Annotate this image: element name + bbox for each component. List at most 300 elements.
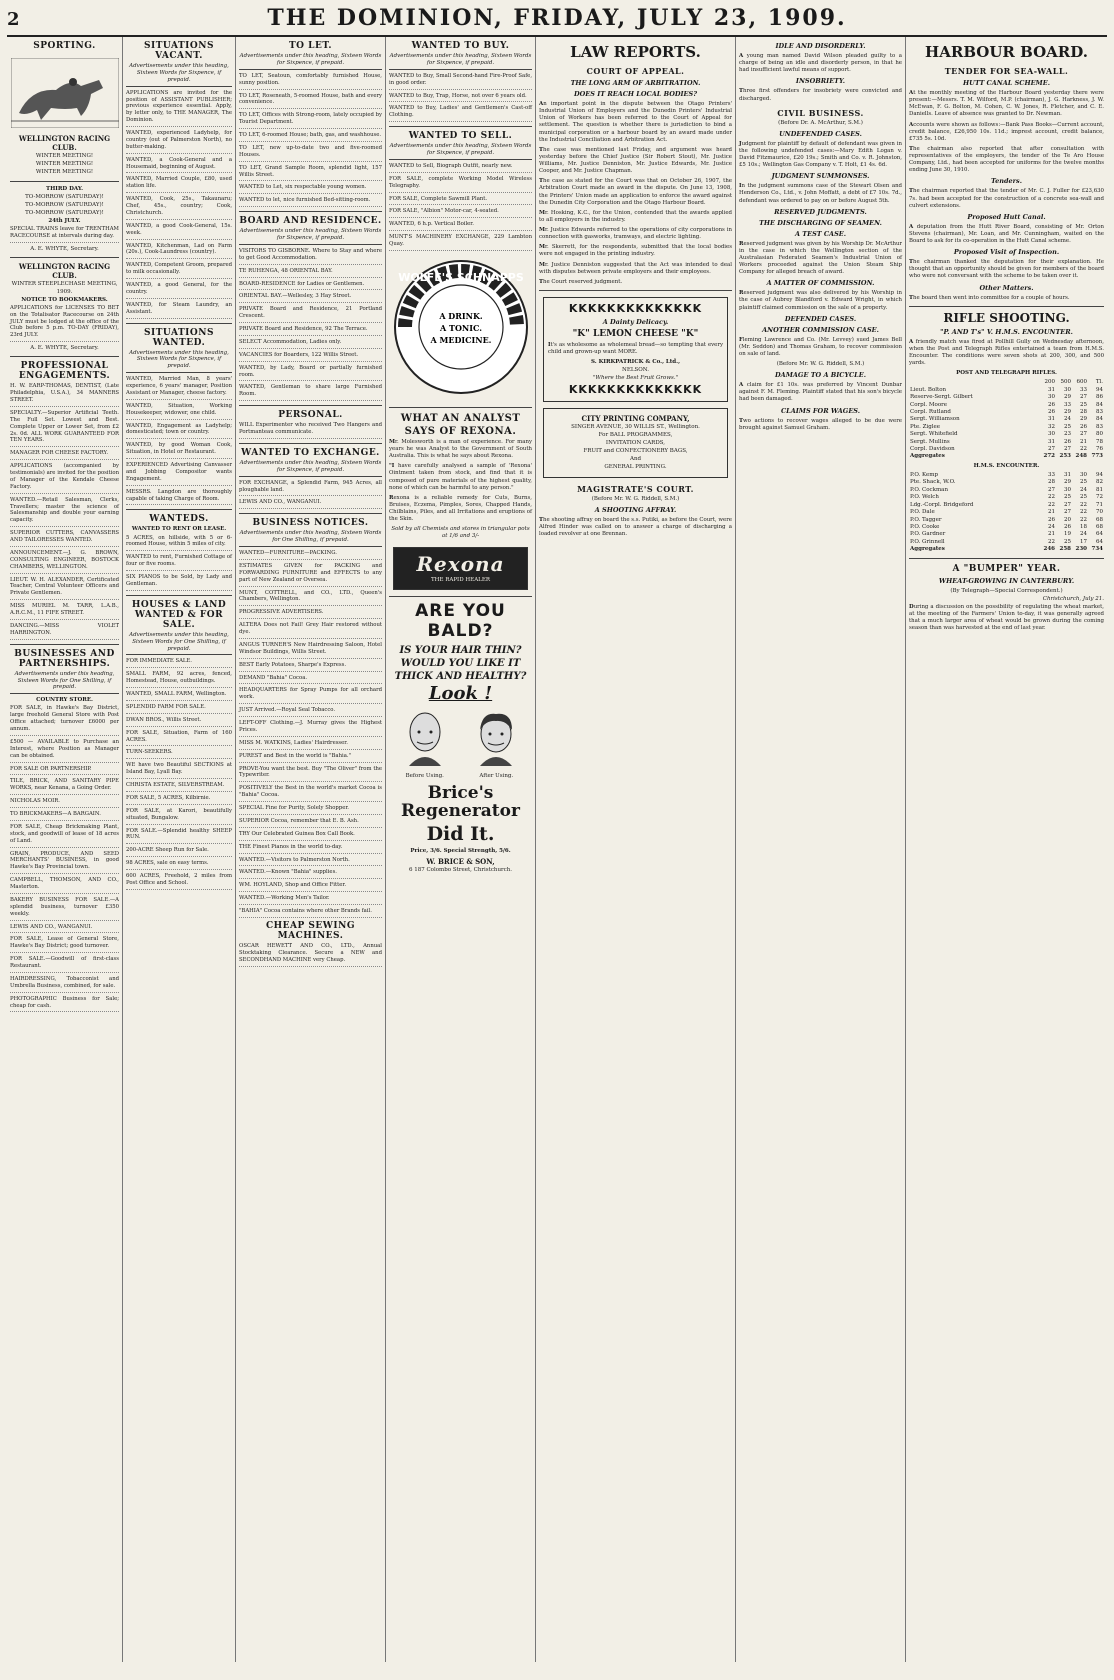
classified-ad: WANTED to Buy, Ladies' and Gentlemen's Cast-off Clothing. xyxy=(389,105,532,122)
brice-price: Price, 3/6. Special Strength, 5/6. xyxy=(410,848,511,855)
score: 76 xyxy=(1096,446,1103,453)
column-to-let xyxy=(236,37,386,1662)
classified-ad: DEMAND "Bahia" Cocoa. xyxy=(239,675,382,685)
schnapps-advert xyxy=(389,257,532,401)
article-paragraph: An important point in the dispute between the Otago Printers' Industrial Union of Employers and the Dunedin Printers' Industrial Union of Workers has been referred to the Court of Appeal for settlement. The question is whether there is jurisdiction to bind a municipal corporation or a harbour board by an award made under the Industrial Conciliation and Arbitration Act. xyxy=(539,101,732,143)
section-rate: Advertisements under this heading, Sixteen Words for Sixpence, if prepaid. xyxy=(239,460,382,477)
column-harbour-board xyxy=(906,37,1107,1662)
score: 33 xyxy=(1048,472,1055,479)
score: 81 xyxy=(1096,486,1103,493)
article-paragraph: Mr. Hosking, K.C., for the Union, contended that the awards applied to all employers in the industry. xyxy=(539,209,732,223)
classified-ad: PUREST and Best in the world is "Bahia." xyxy=(239,753,382,763)
magistrate-sub: (Before Mr. W. G. Riddell, S.M.) xyxy=(591,495,680,502)
classified-ad: WANTED, Kitchenman, Lad on Farm (20s.), Cook-Laundress (country). xyxy=(126,243,232,260)
houses-heading: HOUSES & LAND WANTED & FOR SALE. xyxy=(131,599,227,630)
test-case-heading: A TEST CASE. xyxy=(794,229,847,238)
classified-ad: MANAGER FOR CHEESE FACTORY. xyxy=(10,450,119,460)
magistrate-sub: (Before Mr. W. G. Riddell, S.M.) xyxy=(776,361,865,368)
score-row xyxy=(909,431,1104,438)
score: 72 xyxy=(1096,494,1103,501)
classified-ad: ANNOUNCEMENT.—J. G. BROWN, CONSULTING ENGINEER, BOSTOCK CHAMBERS, WELLINGTON. xyxy=(10,550,119,574)
classified-ad: BAKERY BUSINESS FOR SALE.—A splendid business, turnover £350 weekly. xyxy=(10,897,119,921)
score: 84 xyxy=(1096,416,1103,423)
score-row xyxy=(909,394,1104,401)
thin-question: IS YOUR HAIR THIN? xyxy=(399,644,522,656)
proposed-hutt-heading: Proposed Hutt Canal. xyxy=(967,212,1046,221)
team1-score-table xyxy=(909,379,1104,461)
wages-heading: CLAIMS FOR WAGES. xyxy=(780,406,861,415)
classified-ad: SIX PIANOS to be Sold, by Lady and Gentleman. xyxy=(126,574,232,591)
classified-ad: BOARD-RESIDENCE for Ladies or Gentlemen. xyxy=(239,281,382,291)
shooter-name: Pte. Shack, W.O. xyxy=(910,479,956,486)
classified-ad: LEWIS AND CO., WANGANUI. xyxy=(239,499,382,509)
before-caption: Before Using. xyxy=(405,772,444,779)
article-paragraph: Three first offenders for insobriety were convicted and discharged. xyxy=(739,88,902,102)
column-situations xyxy=(123,37,236,1662)
classified-ad: DANCING.—MISS VIOLET HARRINGTON. xyxy=(10,623,119,640)
classified-ad: WANTED, Gentleman to share large Furnished Room. xyxy=(239,384,382,401)
shooter-name: Corpl. Rutland xyxy=(910,408,951,415)
score: 272 xyxy=(1043,453,1055,460)
score: 248 xyxy=(1075,453,1087,460)
shooter-name: P.O. Gardner xyxy=(910,531,946,538)
harbour-sub: TENDER FOR SEA-WALL. xyxy=(944,66,1069,76)
classified-ad: TO LET, Roseneath, 5-roomed House, bath and every convenience. xyxy=(239,93,382,110)
aggregate-row xyxy=(909,453,1104,460)
classified-ad: FOR SALE.—Splendid healthy SHEEP RUN. xyxy=(126,828,232,845)
classified-ad: FOR SALE, Complete Sawmill Plant. xyxy=(389,196,532,206)
article-paragraph: At the monthly meeting of the Harbour Board yesterday there were present:—Messrs. T. M. Wilford, M.P. (chairman), J. G. Harkness, J. W. McEwan, F. G. Bolton, M. Cohen, C. W. Jones, R. Fletcher, and C. E. Daniells. Leave of absence was granted to Dr. Newman. xyxy=(909,90,1104,118)
score: 734 xyxy=(1091,546,1103,553)
bald-man-icon xyxy=(399,708,451,768)
score: 94 xyxy=(1096,472,1103,479)
classified-ad: WANTED, Married Couple, £80, used station life. xyxy=(126,176,232,193)
secretary: A. E. WHYTE, Secretary. xyxy=(30,246,99,253)
k-body: It's as wholesome as wholemeal bread—so tempting that every child and grown-up want MORE. xyxy=(548,341,723,355)
schnapps-emblem-icon xyxy=(391,257,531,397)
classified-ad: TO LET, Grand Sample Room, splendid light, 157 Willis Street. xyxy=(239,165,382,182)
score-row xyxy=(909,472,1104,479)
article-paragraph: The chairman thanked the deputation for their explanation. He thought that an opportunity should be given for members of the board who were not conversant with the scheme to be taken over it. xyxy=(909,259,1104,280)
classified-ad: FOR SALE, 5 ACRES, Kilbirnie. xyxy=(126,795,232,805)
situations-vacant-heading: SITUATIONS VACANT. xyxy=(144,41,214,61)
printing-address: SINGER AVENUE, 30 WILLIS ST., Wellington. xyxy=(571,423,700,430)
shooter-name: P.O. Tagger xyxy=(910,516,942,523)
shooter-name: Ldg.-Corpl. Bridgeford xyxy=(910,501,974,508)
classified-ad: WANTED, by good Woman Cook, Situation, in Hotel or Restaurant. xyxy=(126,442,232,459)
score: 22 xyxy=(1080,446,1087,453)
article-paragraph: The chairman reported that the tender of Mr. C. J. Fuller for £23,630 7s. had been accepted for the construction of a concrete sea-wall and culvert extensions. xyxy=(909,188,1104,209)
law-reports-heading: LAW REPORTS. xyxy=(570,43,701,61)
classified-ad: EXPERIENCED Advertising Canvasser and Jobbing Compositor wants Engagement. xyxy=(126,462,232,486)
shooter-name: Corpl. Davidson xyxy=(910,446,955,453)
yards-header: Tl. xyxy=(1095,379,1103,386)
classified-ad: HEADQUARTERS for Spray Pumps for all orchard work. xyxy=(239,687,382,704)
article-paragraph: Mr. Skerrett, for the respondents, submitted that the local bodies were not engaged in the printing industry. xyxy=(539,244,732,258)
racehorse-illustration xyxy=(10,53,119,133)
tomorrow-line: TO-MORROW (SATURDAY)! xyxy=(25,210,104,217)
article-paragraph: The case as stated for the Court was that on October 26, 1907, the Arbitration Court made an award in the dispute. On June 13, 1908, the Printers' Union made an application to enforce the award against the Dunedin City Corporation and the Otago Harbour Board. xyxy=(539,178,732,206)
classified-ad: FOR SALE, in Hawke's Bay District, large freehold General Store with Post Office attached; turnover £6000 per annum. xyxy=(10,705,119,736)
column-sporting xyxy=(7,37,123,1662)
shooter-name: Pte. Ziglee xyxy=(910,423,941,430)
article-paragraph: Reserved judgment was given by his Worship Dr. McArthur in the case in which the Wellington section of the Australasian Federated Seamen's Industrial Union of Workers proceeded against the Union Steam Ship Company for alleged breach of award. xyxy=(739,240,902,276)
bald-question: ARE YOU BALD? xyxy=(415,600,506,641)
column-law-reports-left xyxy=(536,37,736,1662)
column-wanted-buy-sell xyxy=(386,37,536,1662)
bumper-sub2: (By Telegraph—Special Correspondent.) xyxy=(950,587,1063,594)
brice-did: Did It. xyxy=(426,822,495,845)
classified-ad: SPLENDID FARM FOR SALE. xyxy=(126,704,232,714)
classified-ad: WANTED, SMALL FARM, Wellington. xyxy=(126,691,232,701)
score: 253 xyxy=(1059,453,1071,460)
classified-ad: DWAN BROS., Willis Street. xyxy=(126,717,232,727)
k-row: KKKKKKKKKKKKKK xyxy=(568,383,703,397)
score: 78 xyxy=(1096,438,1103,445)
classified-ad: SMALL FARM, 92 acres, fenced, Homestead, House, outbuildings. xyxy=(126,671,232,688)
wanteds-heading: WANTEDS. xyxy=(149,514,209,525)
meeting-line: WINTER MEETING! xyxy=(35,169,94,176)
classified-ad: 200-ACRE Sheep Run for Sale. xyxy=(126,847,232,857)
classified-ad: TE RUHENGA, 48 ORIENTAL BAY. xyxy=(239,268,382,278)
tomorrow-line: TO-MORROW (SATURDAY)! xyxy=(25,201,104,208)
shooter-name: P.O. Dale xyxy=(910,509,935,516)
wanted-to-buy-heading: WANTED TO BUY. xyxy=(411,41,510,51)
classified-ad: FOR SALE, Cheap Brickmaking Plant, stock, and goodwill of lease of 18 acres of Land. xyxy=(10,824,119,848)
printing-line: And xyxy=(629,456,642,463)
wanted-to-sell-heading: WANTED TO SELL. xyxy=(408,131,513,142)
meeting-line: WINTER MEETING! xyxy=(35,161,94,168)
sporting-heading: SPORTING. xyxy=(33,41,96,51)
score: 246 xyxy=(1043,546,1055,553)
article-paragraph: A deputation from the Hutt River Board, consisting of Mr. Orton Stevens (chairman), Mr. Loan, and Mr. Cunningham, waited on the Board to ask for its co-operation in the Hutt Canal scheme. xyxy=(909,223,1104,244)
classified-ad: WANTED, a good Cook-General, 15s. week. xyxy=(126,223,232,240)
section-rate: Advertisements under this heading, Sixteen Words for Sixpence, if prepaid. xyxy=(389,53,532,70)
defended-heading: DEFENDED CASES. xyxy=(784,314,857,323)
newspaper-title: THE DOMINION, FRIDAY, JULY 23, 1909. xyxy=(267,5,847,31)
undefended-heading: UNDEFENDED CASES. xyxy=(779,129,862,138)
rexona-logo xyxy=(393,547,528,590)
seamen-heading: THE DISCHARGING OF SEAMEN. xyxy=(759,218,882,227)
printing-line: GENERAL PRINTING. xyxy=(604,464,667,471)
shooter-name: P.O. Kemp xyxy=(910,472,938,479)
score: 26 xyxy=(1064,438,1071,445)
classified-ad: PROGRESSIVE ADVERTISERS. xyxy=(239,609,382,619)
score: 94 xyxy=(1096,386,1103,393)
score-row xyxy=(909,409,1104,416)
score: 80 xyxy=(1096,431,1103,438)
score: 20 xyxy=(1064,516,1071,523)
brice-address: 6 187 Colombo Street, Christchurch. xyxy=(408,866,513,873)
classified-ad: CHRISTA ESTATE, SILVERSTREAM. xyxy=(126,782,232,792)
classified-ad: WANTED, Cook, 25s., Takaunaru; Chef, 45s., country; Cook, Christchurch. xyxy=(126,196,232,220)
article-paragraph: Mr. Justice Edwards referred to the operations of city corporations in connection with gasworks, tramways, and electric lighting. xyxy=(539,227,732,241)
classified-ad: SUPERIOR Cocoa, remember that E. B. Ash. xyxy=(239,818,382,828)
classified-ad: HAIRDRESSING, Tobacconist and Umbrella Business, combined, for sale. xyxy=(10,976,119,993)
classified-ad: H. W. EARP-THOMAS, DENTIST, (Late Philadelphia, U.S.A.), 34 MANNERS STREET. xyxy=(10,383,119,407)
article-paragraph: The Court reserved judgment. xyxy=(539,278,623,285)
score-row xyxy=(909,517,1104,524)
article-paragraph: Judgment for plaintiff by default of defendant was given in the following undefended cases:—Mary Edith Logan v. David Fitzmaurice, £20 19s.; Smith and Co. v. R. Johnston, £5 10s.; Wellington Gas Company v. T. Holt, £1 4s. 6d. xyxy=(739,140,902,169)
score: 31 xyxy=(1048,416,1055,423)
notice-body: APPLICATIONS for LICENSES TO BET on the Totalisator Racecourse on 24th JULY must be lodged at the office of the Club before 5 p.m. TO-DAY (FRIDAY), 23rd JULY. xyxy=(10,305,119,342)
score-row xyxy=(909,494,1104,501)
article-paragraph: The shooting affray on board the s.s. Putiki, as before the Court, were Alfred Hinder was called on to answer a charge of discharging a loaded revolver at one Brennan. xyxy=(539,516,732,537)
classified-ad: WANTED.—Visitors to Palmerston North. xyxy=(239,857,382,867)
race-date: 24th JULY. xyxy=(48,218,81,225)
bumper-heading: A "BUMPER" YEAR. xyxy=(952,563,1061,574)
score: 27 xyxy=(1080,431,1087,438)
business-notices-heading: BUSINESS NOTICES. xyxy=(252,518,369,529)
classified-ad: WANTED, Married Man, 8 years' experience, 6 years' manager, Position Assistant or Manager, cheese factory. xyxy=(126,376,232,400)
schnapps-line: A TONIC. xyxy=(439,322,482,333)
score: 32 xyxy=(1048,423,1055,430)
classified-ad: FOR SALE.—Goodwill of first-class Restaurant. xyxy=(10,956,119,973)
score: 33 xyxy=(1080,386,1087,393)
score-row xyxy=(909,509,1104,516)
brice-product: Brice's Regenerator xyxy=(401,782,520,821)
section-rate: Advertisements under this heading, Sixteen Words for Sixpence, if prepaid. xyxy=(239,228,382,245)
meeting-line: WINTER MEETING! xyxy=(35,153,94,160)
score: 21 xyxy=(1048,531,1055,538)
aggregate-label: Aggregates xyxy=(910,453,945,460)
score: 83 xyxy=(1096,408,1103,415)
summonses-heading: JUDGMENT SUMMONSES. xyxy=(771,172,870,181)
score: 26 xyxy=(1080,423,1087,430)
score: 27 xyxy=(1064,509,1071,516)
score: 27 xyxy=(1064,446,1071,453)
aggregate-label: Aggregates xyxy=(910,546,945,553)
classified-ad: LIEUT. W. H. ALEXANDER, Certificated Teacher, Central Volunteer Officers and Private Gentlemen. xyxy=(10,577,119,601)
score-row xyxy=(909,479,1104,486)
classified-ad: WANTED, Engagement as Ladyhelp; domesticated; town or country. xyxy=(126,423,232,440)
score: 30 xyxy=(1080,472,1087,479)
article-paragraph: A claim for £1 10s. was preferred by Vincent Dunbar against F. M. Fleming. Plaintiff stated that his son's bicycle had been damaged. xyxy=(739,382,902,403)
classified-ad: TO LET, Offices with Strong-room, lately occupied by Tourist Department. xyxy=(239,112,382,129)
classified-ad: WANTED—FURNITURE—PACKING. xyxy=(239,550,382,560)
look-heading: Look ! xyxy=(428,682,493,704)
classified-ad: CAMPBELL, THOMSON, AND CO., Masterton. xyxy=(10,877,119,894)
classified-ad: SPECIAL Fine for Purity, Solely Shopper. xyxy=(239,805,382,815)
team1-heading: POST AND TELEGRAPH RIFLES. xyxy=(956,370,1057,377)
score: 19 xyxy=(1064,531,1071,538)
score: 24 xyxy=(1080,531,1087,538)
rexona-tagline: THE RAPID HEALER xyxy=(431,576,490,583)
k-slogan: "Where the Best Fruit Grows." xyxy=(592,375,679,382)
score: 28 xyxy=(1080,408,1087,415)
score-row xyxy=(909,416,1104,423)
shooter-name: Sergt. Williamson xyxy=(910,416,960,423)
after-caption: After Using. xyxy=(479,772,514,779)
shooter-name: Sergt. Mullins xyxy=(910,438,950,445)
printing-line: FRUIT and CONFECTIONERY BAGS, xyxy=(583,448,688,455)
bumper-sub: WHEAT-GROWING IN CANTERBURY. xyxy=(938,576,1075,585)
rifle-heading: RIFLE SHOOTING. xyxy=(943,310,1070,325)
score: 28 xyxy=(1048,479,1055,486)
classified-ad: WANTED, for Steam Laundry, an Assistant. xyxy=(126,302,232,319)
score: 30 xyxy=(1064,486,1071,493)
score: 258 xyxy=(1059,546,1071,553)
section-rate: Advertisements under this heading, Sixteen Words for Sixpence, if prepaid. xyxy=(126,63,232,87)
classified-ad: FOR EXCHANGE, a Splendid Farm, 945 Acres, all ploughable land. xyxy=(239,480,382,497)
wanteds-subheading: WANTED TO RENT OR LEASE. xyxy=(131,526,227,533)
article-paragraph: The board then went into committee for a couple of hours. xyxy=(909,294,1070,301)
score: 22 xyxy=(1080,501,1087,508)
law-sub2: DOES IT REACH LOCAL BODIES? xyxy=(573,90,698,98)
page-number: 2 xyxy=(7,9,20,30)
club-name: WELLINGTON RACING CLUB. xyxy=(18,262,111,281)
classified-ad: WANTED to Buy, Small Second-hand Fire-Proof Safe, in good order. xyxy=(389,73,532,90)
article-paragraph: A young man named David Wilson pleaded guilty to a charge of being an idle and disorderly person, in that he had insufficient lawful means of support. xyxy=(739,53,902,74)
score: 27 xyxy=(1080,394,1087,401)
score: 30 xyxy=(1048,394,1055,401)
score: 25 xyxy=(1064,538,1071,545)
classified-ad: ESTIMATES GIVEN for PACKING and FORWARDING FURNITURE and EFFECTS to any part of New Zealand or Oversea. xyxy=(239,563,382,587)
article-paragraph: Mr. Justice Denniston suggested that the Act was intended to deal with disputes between private employers and their employees. xyxy=(539,261,732,275)
score: 27 xyxy=(1048,446,1055,453)
classified-ad: WANTED, by Lady, Board or partially furnished room. xyxy=(239,365,382,382)
classified-ad: ALTERA Does not Fail! Grey Hair restored without dye. xyxy=(239,622,382,639)
score: 29 xyxy=(1080,416,1087,423)
score: 64 xyxy=(1096,531,1103,538)
score: 24 xyxy=(1048,524,1055,530)
classified-ad: 98 ACRES, sale on easy terms. xyxy=(126,860,232,870)
score: 21 xyxy=(1048,509,1055,516)
steeplechase-title: WINTER STEEPLECHASE MEETING, 1909. xyxy=(11,281,118,295)
country-store: COUNTRY STORE. xyxy=(36,697,93,704)
classified-ad: GRAIN, PRODUCE, AND SEED MERCHANTS' BUSINESS, in good Hawke's Bay Provincial town. xyxy=(10,851,119,875)
score: 24 xyxy=(1064,416,1071,423)
aggregate-row xyxy=(909,546,1104,553)
score: 64 xyxy=(1096,538,1103,545)
classified-ad: LEWIS AND CO., WANGANUI. xyxy=(10,924,119,934)
score: 22 xyxy=(1080,516,1087,523)
classified-ad: FOR SALE, at Karori, beautifully situated, Bungalow. xyxy=(126,808,232,825)
score: 18 xyxy=(1080,524,1087,530)
score-row xyxy=(909,502,1104,509)
score: 21 xyxy=(1080,438,1087,445)
classified-ad: ORIENTAL BAY.—Wellesley, 3 Hay Street. xyxy=(239,293,382,303)
rexona-sold: Sold by all Chemists and stores in triangular pots at 1/6 and 3/- xyxy=(391,526,530,540)
score: 33 xyxy=(1064,401,1071,408)
schnapps-brand: WOLFE'S SCHNAPPS xyxy=(397,270,524,284)
classified-ad: WANTED.—Known "Bahia" supplies. xyxy=(239,869,382,879)
shooter-name: P.O. Welch xyxy=(910,494,939,501)
classified-ad: OSCAR HEWETT AND CO., LTD., Annual Stocktaking Clearance. Secure a NEW and SECONDHAND MACHINE very Cheap. xyxy=(239,943,382,967)
classified-ad: FOR SALE, complete Working Model Wireless Telegraphy. xyxy=(389,176,532,193)
court-of-appeal: COURT OF APPEAL. xyxy=(586,66,685,76)
civil-sub: (Before Dr. A. McArthur, S.M.) xyxy=(778,119,863,126)
classified-ad: 5 ACRES, on hillside, with 5 or 6-roomed House, within 5 miles of city. xyxy=(126,535,232,552)
article-paragraph: Two actions to recover wages alleged to be due were brought against Samuel Graham. xyxy=(739,417,902,431)
reserved-heading: RESERVED JUDGMENTS. xyxy=(774,207,867,216)
masthead xyxy=(7,5,1107,37)
classified-ad: TO LET, Seatoun, comfortably furnished House, sunny position. xyxy=(239,73,382,90)
score: 22 xyxy=(1048,494,1055,501)
score-row xyxy=(909,446,1104,453)
score: 70 xyxy=(1096,509,1103,516)
idle-heading: IDLE AND DISORDERLY. xyxy=(775,42,866,50)
score: 25 xyxy=(1080,494,1087,501)
score-row xyxy=(909,402,1104,409)
classified-ad: WANTED.—Working Men's Tailor. xyxy=(239,895,382,905)
score: 68 xyxy=(1096,516,1103,523)
classified-ad: SUPERIOR CUTTERS, CANVASSERS AND TAILORESSES WANTED. xyxy=(10,530,119,547)
classified-ad: TO LET, 6-roomed House; bath, gas, and washhouse. xyxy=(239,132,382,142)
classified-ad: APPLICATIONS (accompanied by testimonials) are invited for the position of Manager of the Kendale Cheese Factory. xyxy=(10,463,119,494)
hutt-heading: HUTT CANAL SCHEME. xyxy=(963,79,1050,87)
classified-ad: TRY Our Celebrated Guinea Box Call Book. xyxy=(239,831,382,841)
score-row xyxy=(909,531,1104,538)
classified-ad: TURN-SEEKERS. xyxy=(126,749,232,759)
classified-ad: MISS MURIEL M. TARR, L.A.B., A.R.C.M., 11 FIFE STREET. xyxy=(10,603,119,620)
section-rate: Advertisements under this heading, Sixteen Words for One Shilling, if prepaid. xyxy=(239,530,382,547)
classified-ad: NICHOLAS MOIR. xyxy=(10,798,119,808)
classified-ad: THE Finest Pianos in the world to-day. xyxy=(239,844,382,854)
classified-ad: SELECT Accommodation, Ladies only. xyxy=(239,339,382,349)
another-commission-heading: ANOTHER COMMISSION CASE. xyxy=(762,325,879,334)
shooter-name: Sergt. Whitefield xyxy=(910,431,958,438)
score: 25 xyxy=(1064,423,1071,430)
rexona-head1: WHAT AN ANALYST xyxy=(400,412,521,424)
classified-ad: WANTED.—Retail Salesman, Clerks, Travellers; master the science of Salesmanship and double your earning capacity. xyxy=(10,497,119,528)
classified-ad: POSITIVELY the Best in the world's market Cocoa is "Bahia" Cocoa. xyxy=(239,785,382,802)
article-paragraph: Reserved judgment was also delivered by his Worship in the case of Aubrey Blandford v. Edward Wright, in which plaintiff claimed commission on the sale of a property. xyxy=(739,290,902,311)
civil-business-heading: CIVIL BUSINESS. xyxy=(777,107,864,118)
score-row xyxy=(909,387,1104,394)
special-trains: SPECIAL TRAINS leave for TRENTHAM RACECOURSE at intervals during day. xyxy=(10,226,119,243)
classified-ad: FOR SALE OR PARTNERSHIP. xyxy=(10,766,119,776)
score: 29 xyxy=(1064,408,1071,415)
magistrates-court-heading: MAGISTRATE'S COURT. xyxy=(577,483,694,494)
score: 30 xyxy=(1048,431,1055,438)
classified-ad: £500 — AVAILABLE to Purchase an Interest, where Position as Manager can be obtained. xyxy=(10,739,119,763)
score: 26 xyxy=(1048,516,1055,523)
tomorrow-line: TO-MORROW (SATURDAY)! xyxy=(25,193,104,200)
classified-ad: WANTED, Situation, Working Housekeeper, widower, one child. xyxy=(126,403,232,420)
article-paragraph: The case was mentioned last Friday, and argument was heard yesterday before the Chief Justice (Sir Robert Stout), Mr. Justice Williams, Mr. Justice Denniston, Mr. Justice Edwards, Mr. Justice Cooper, and Mr. Justice Chapman. xyxy=(539,146,732,175)
classified-ad: MUNT, COTTRELL, and CO., LTD., Queen's Chambers, Wellington. xyxy=(239,590,382,607)
shooter-name: Corpl. Moore xyxy=(910,401,948,408)
shooting-affray: A SHOOTING AFFRAY. xyxy=(594,505,677,514)
haired-man-icon xyxy=(470,708,522,768)
k-town: NELSON. xyxy=(622,367,649,374)
sewing-heading: CHEAP SEWING MACHINES. xyxy=(266,920,355,941)
classified-ad: TILE, BRICK, AND SANITARY PIPE WORKS, near Kenana, a Going Order. xyxy=(10,778,119,795)
classified-ad: FOR SALE, "Albion" Motor-car, 4-seated. xyxy=(389,208,532,218)
team2-heading: H.M.S. ENCOUNTER. xyxy=(973,462,1040,469)
score: 27 xyxy=(1064,501,1071,508)
schnapps-line: A MEDICINE. xyxy=(430,334,491,345)
newspaper-page xyxy=(7,5,1107,1670)
article-paragraph: Fleming Lawrence and Co. (Mr. Levvey) sued James Bell (Mr. Seddon) and Thomas Graham, to recover commission on sale of land. xyxy=(739,336,902,357)
score: 22 xyxy=(1048,501,1055,508)
classified-ad: PRIVATE Board and Residence, 21 Portland Crescent. xyxy=(239,306,382,323)
score-row xyxy=(909,539,1104,546)
classified-ad: PRIVATE Board and Residence, 92 The Terrace. xyxy=(239,326,382,336)
shooter-name: P.O. Cooke xyxy=(910,524,940,530)
board-heading: BOARD AND RESIDENCE. xyxy=(239,216,382,227)
classified-ad: WANTED, a good General, for the country. xyxy=(126,282,232,299)
score: 23 xyxy=(1064,431,1071,438)
classified-ad: VISITORS TO GISBORNE. Where to Stay and where to get Good Accommodation. xyxy=(239,248,382,265)
classified-ad: JUST Arrived.—Royal Seal Tobacco. xyxy=(239,707,382,717)
professional-heading: PROFESSIONAL ENGAGEMENTS. xyxy=(18,361,111,382)
score-row xyxy=(909,487,1104,494)
classified-ad: 600 ACRES, Freehold, 2 miles from Post Office and School. xyxy=(126,873,232,890)
bumper-dateline: Christchurch, July 21. xyxy=(1042,595,1104,602)
k-product: "K" LEMON CHEESE "K" xyxy=(572,329,699,340)
